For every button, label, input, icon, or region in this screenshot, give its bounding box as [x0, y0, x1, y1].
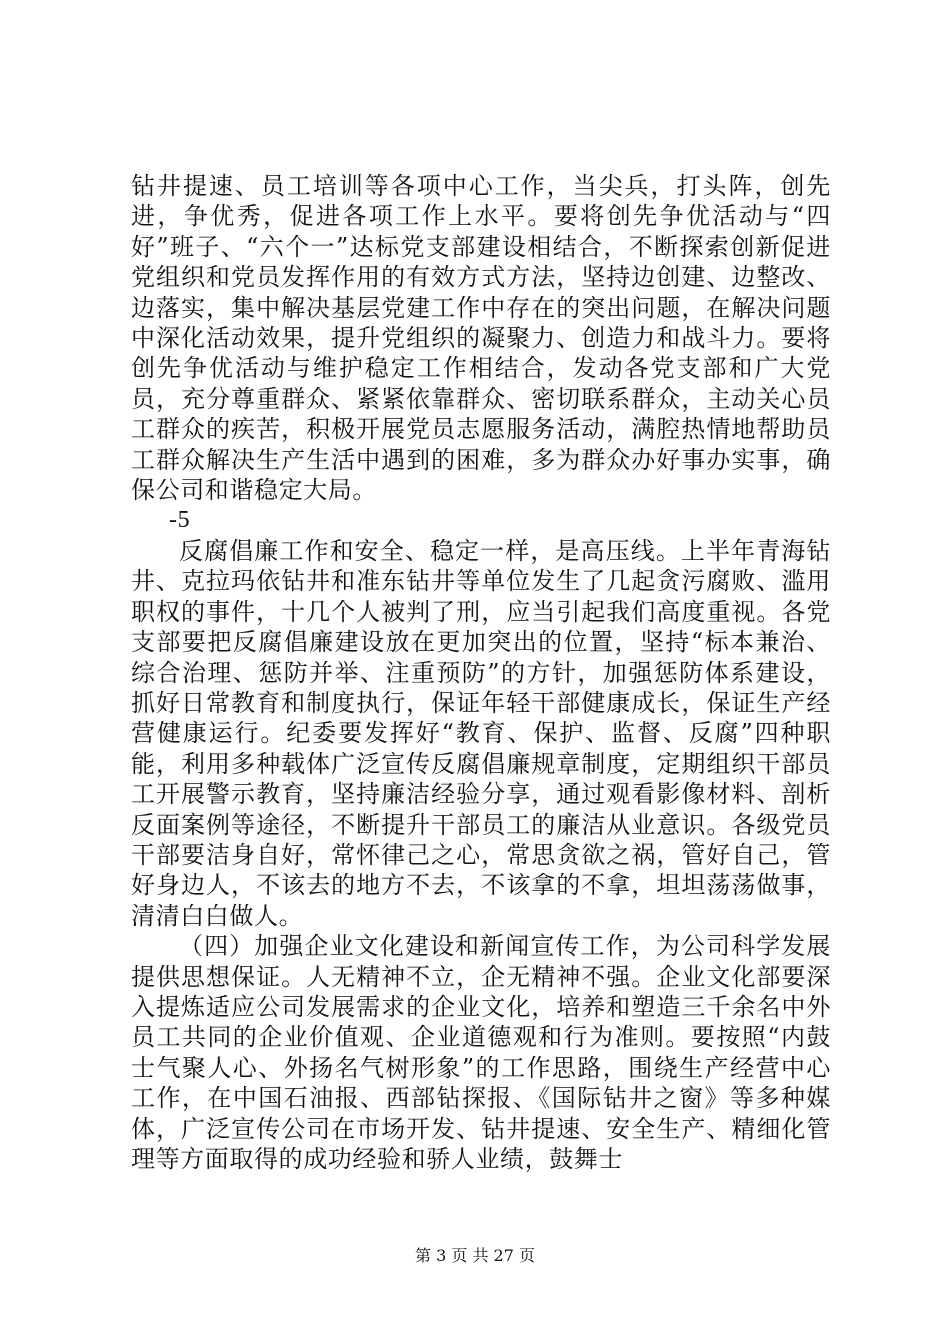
- paragraph-party-building: 钻井提速、员工培训等各项中心工作，当尖兵，打头阵，创先进，争优秀，促进各项工作上水平。要将创先争优活动与“四好”班子、“六个一”达标党支部建设相结合，不断探索创新促进党组织和党员发挥作用的有效方式方法，坚持边创建、边整改、边落实，集中解决基层党建工作中存在的突出问题，在解决问题中深化活动效果，提升党组织的凝聚力、创造力和战斗力。要将创先争优活动与维护稳定工作相结合，发动各党支部和广大党员，充分尊重群众、紧紧依靠群众、密切联系群众，主动关心员工群众的疾苦，积极开展党员志愿服务活动，满腔热情地帮助员工群众解决生产生活中遇到的困难，多为群众办好事办实事，确保公司和谐稳定大局。: [131, 172, 831, 505]
- paragraph-anti-corruption: 反腐倡廉工作和安全、稳定一样，是高压线。上半年青海钻井、克拉玛依钻井和准东钻井等单位发生了几起贪污腐败、滥用职权的事件，十几个人被判了刑，应当引起我们高度重视。各党支部要把反腐倡廉建设放在更加突出的位置，坚持“标本兼治、综合治理、惩防并举、注重预防”的方针，加强惩防体系建设，抓好日常教育和制度执行，保证年轻干部健康成长，保证生产经营健康运行。纪委要发挥好“教育、保护、监督、反腐”四种职能，利用多种载体广泛宣传反腐倡廉规章制度，定期组织干部员工开展警示教育，坚持廉洁经验分享，通过观看影像材料、剖析反面案例等途径，不断提升干部员工的廉洁从业意识。各级党员干部要洁身自好，常怀律己之心，常思贪欲之祸，管好自己，管好身边人，不该去的地方不去，不该拿的不拿，坦坦荡荡做事，清清白白做人。: [131, 536, 831, 930]
- paragraph-corporate-culture: （四）加强企业文化建设和新闻宣传工作，为公司科学发展提供思想保证。人无精神不立，企无精神不强。企业文化部要深入提炼适应公司发展需求的企业文化，培养和塑造三千余名中外员工共同的企业价值观、企业道德观和行为准则。要按照“内鼓士气聚人心、外扬名气树形象”的工作思路，围绕生产经营中心工作，在中国石油报、西部钻探报、《国际钻井之窗》等多种媒体，广泛宣传公司在市场开发、钻井提速、安全生产、精细化管理等方面取得的成功经验和骄人业绩，鼓舞士: [131, 932, 831, 1173]
- section-marker: -5: [169, 507, 191, 534]
- page-number-footer: 第 3 页 共 27 页: [415, 1246, 535, 1265]
- document-body: [131, 171, 831, 1174]
